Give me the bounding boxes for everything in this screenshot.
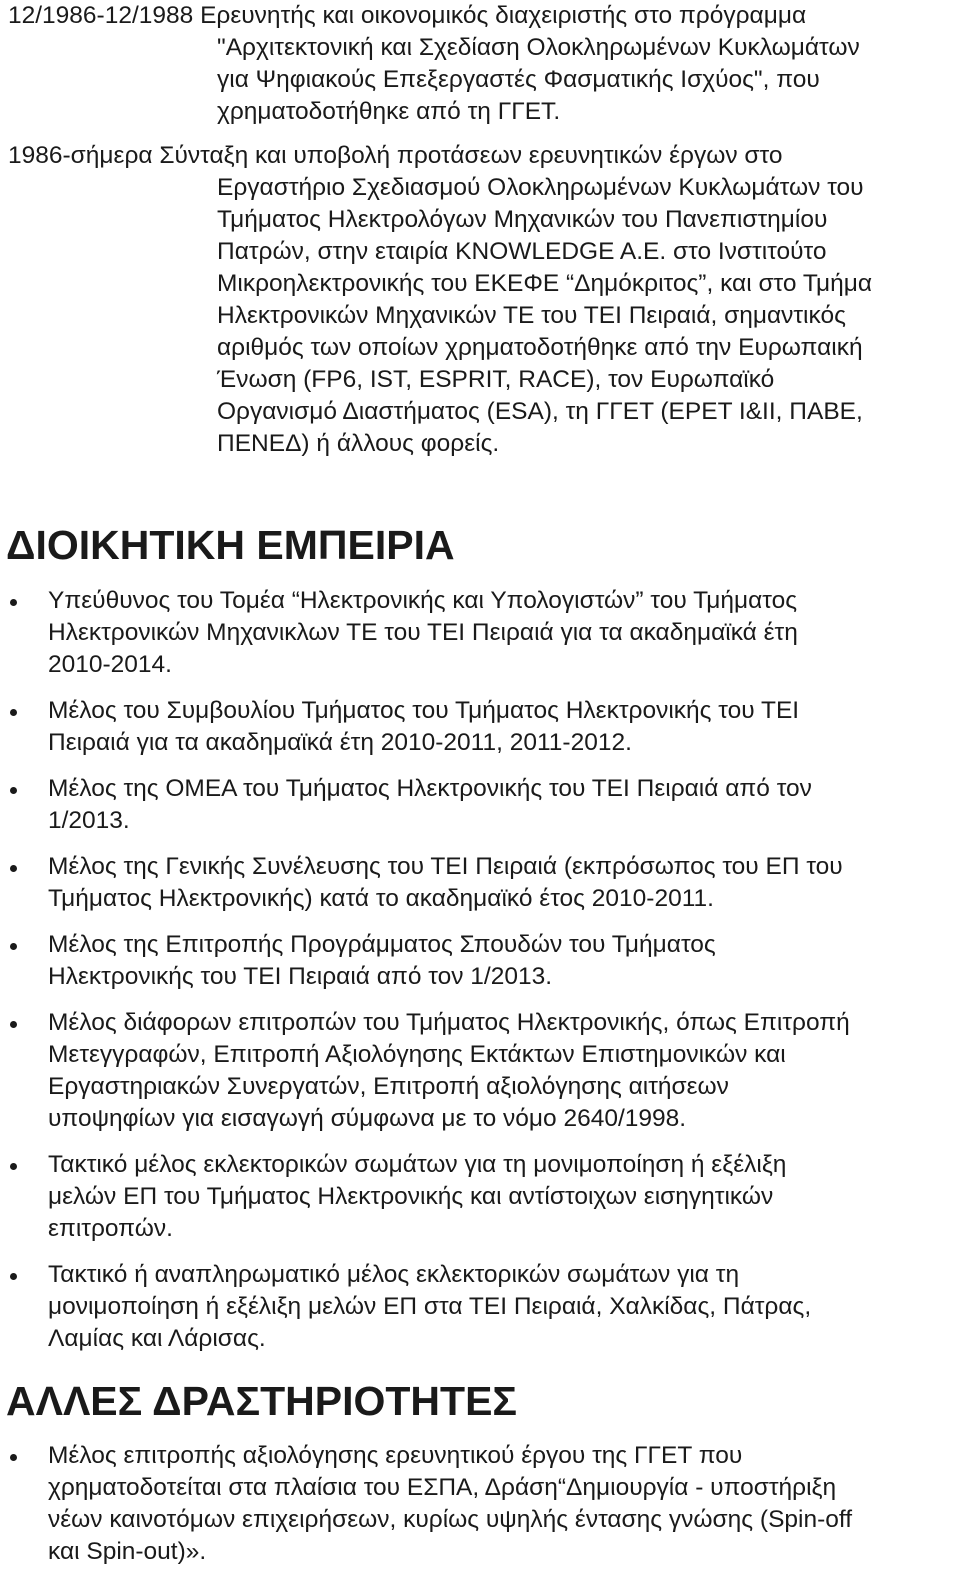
research-entry-1986-present xyxy=(8,140,958,460)
entry-line: 1986-σήμερα Σύνταξη και υποβολή προτάσεων ερευνητικών έργων στο xyxy=(8,142,783,169)
bullet-icon xyxy=(10,709,17,716)
entry-line: "Αρχιτεκτονική και Σχεδίαση Ολοκληρωμένων Κυκλωμάτων xyxy=(217,34,860,61)
list-item-line: υποψηφίων για εισαγωγή σύμφωνα με το νόμο 2640/1998. xyxy=(48,1105,687,1132)
entry-line: Τμήματος Ηλεκτρολόγων Μηχανικών του Πανεπιστημίου xyxy=(217,206,828,233)
entry-line: αριθμός των οποίων χρηματοδοτήθηκε από την Ευρωπαική xyxy=(217,334,863,361)
administrative-list xyxy=(0,585,960,1355)
list-item-line: Υπεύθυνος του Τομέα “Ηλεκτρονικής και Υπολογιστών” του Τμήματος xyxy=(48,587,798,614)
entry-line: Οργανισμό Διαστήματος (ESA), τη ΓΓΕΤ (ΕΡΕΤ Ι&ΙΙ, ΠΑΒΕ, xyxy=(217,398,863,425)
list-item-line: Τμήματος Ηλεκτρονικής) κατά το ακαδημαϊκό έτος 2010-2011. xyxy=(48,885,714,912)
list-item xyxy=(0,773,960,837)
entry-line: για Ψηφιακούς Επεξεργαστές Φασματικής Ισχύος", που xyxy=(217,66,820,93)
list-item-line: Τακτικό ή αναπληρωματικό μέλος εκλεκτορικών σωμάτων για τη xyxy=(48,1261,740,1288)
entry-line: Ένωση (FP6, IST, ESPRIT, RACE), τον Ευρωπαϊκό xyxy=(217,366,775,393)
list-item-line: 1/2013. xyxy=(48,807,130,834)
bullet-icon xyxy=(10,865,17,872)
bullet-icon xyxy=(10,599,17,606)
list-item-line: Εργαστηριακών Συνεργατών, Επιτροπή αξιολόγησης αιτήσεων xyxy=(48,1073,729,1100)
list-item-line: χρηματοδοτείται στα πλαίσια του ΕΣΠΑ, Δράση“Δημιουργία - υποστήριξη xyxy=(48,1474,837,1501)
entry-line: Εργαστήριο Σχεδιασμού Ολοκληρωμένων Κυκλωμάτων του xyxy=(217,174,864,201)
list-item-line: Λαμίας και Λάρισας. xyxy=(48,1325,266,1352)
entry-line: χρηματοδοτήθηκε από τη ΓΓΕΤ. xyxy=(217,98,561,125)
list-item-line: Ηλεκτρονικών Μηχανικλων ΤΕ του ΤΕΙ Πειραιά για τα ακαδημαϊκά έτη xyxy=(48,619,798,646)
list-item xyxy=(0,1149,960,1245)
list-item-line: Ηλεκτρονικής του ΤΕΙ Πειραιά από τον 1/2013. xyxy=(48,963,553,990)
entry-line: Ηλεκτρονικών Μηχανικών ΤΕ του ΤΕΙ Πειραιά, σημαντικός xyxy=(217,302,846,329)
list-item xyxy=(0,1440,960,1568)
bullet-icon xyxy=(10,1163,17,1170)
section-heading-other-activities: ΑΛΛΕΣ ΔΡΑΣΤΗΡΙΟΤΗΤΕΣ xyxy=(6,1378,518,1424)
entry-line: ΠΕΝΕΔ) ή άλλους φορείς. xyxy=(217,430,500,457)
bullet-icon xyxy=(10,787,17,794)
list-item-line: νέων καινοτόμων επιχειρήσεων, κυρίως υψηλής έντασης γνώσης (Spin-off xyxy=(48,1506,853,1533)
list-item-line: Μέλος της Επιτροπής Προγράμματος Σπουδών του Τμήματος xyxy=(48,931,716,958)
list-item-line: Μέλος του Συμβουλίου Τμήματος του Τμήματος Ηλεκτρονικής του ΤΕΙ xyxy=(48,697,800,724)
bullet-icon xyxy=(10,1021,17,1028)
other-activities-list xyxy=(0,1440,960,1568)
list-item-line: Μετεγγραφών, Επιτροπή Αξιολόγησης Εκτάκτων Επιστημονικών και xyxy=(48,1041,786,1068)
list-item-line: μονιμοποίηση ή εξέλιξη μελών ΕΠ στα ΤΕΙ Πειραιά, Χαλκίδας, Πάτρας, xyxy=(48,1293,812,1320)
entry-line: 12/1986-12/1988 Ερευνητής και οικονομικός διαχειριστής στο πρόγραμμα xyxy=(8,2,807,29)
research-entry-1986-1988 xyxy=(8,0,958,128)
list-item xyxy=(0,585,960,681)
list-item-line: και Spin-out)». xyxy=(48,1538,207,1565)
list-item-line: Τακτικό μέλος εκλεκτορικών σωμάτων για τη μονιμοποίηση ή εξέλιξη xyxy=(48,1151,787,1178)
list-item xyxy=(0,695,960,759)
list-item-line: Πειραιά για τα ακαδημαϊκά έτη 2010-2011, 2011-2012. xyxy=(48,729,632,756)
bullet-icon xyxy=(10,943,17,950)
bullet-icon xyxy=(10,1273,17,1280)
list-item xyxy=(0,851,960,915)
list-item xyxy=(0,929,960,993)
list-item-line: 2010-2014. xyxy=(48,651,172,678)
list-item-line: Μέλος της Γενικής Συνέλευσης του ΤΕΙ Πειραιά (εκπρόσωπος του ΕΠ του xyxy=(48,853,843,880)
entry-line: Πατρών, στην εταιρία KNOWLEDGE A.E. στο Ινστιτούτο xyxy=(217,238,827,265)
list-item xyxy=(0,1007,960,1135)
list-item xyxy=(0,1259,960,1355)
entry-line: Μικροηλεκτρονικής του ΕΚΕΦΕ “Δημόκριτος”, και στο Τμήμα xyxy=(217,270,873,297)
list-item-line: μελών ΕΠ του Τμήματος Ηλεκτρονικής και αντίστοιχων εισηγητικών xyxy=(48,1183,774,1210)
bullet-icon xyxy=(10,1454,17,1461)
list-item-line: Μέλος διάφορων επιτροπών του Τμήματος Ηλεκτρονικής, όπως Επιτροπή xyxy=(48,1009,850,1036)
list-item-line: Μέλος της ΟΜΕΑ του Τμήματος Ηλεκτρονικής του ΤΕΙ Πειραιά από τον xyxy=(48,775,812,802)
list-item-line: Μέλος επιτροπής αξιολόγησης ερευνητικού έργου της ΓΓΕΤ που xyxy=(48,1442,743,1469)
section-heading-administrative: ΔΙΟΙΚΗΤΙΚΗ ΕΜΠΕΙΡΙΑ xyxy=(6,522,455,568)
list-item-line: επιτροπών. xyxy=(48,1215,173,1242)
